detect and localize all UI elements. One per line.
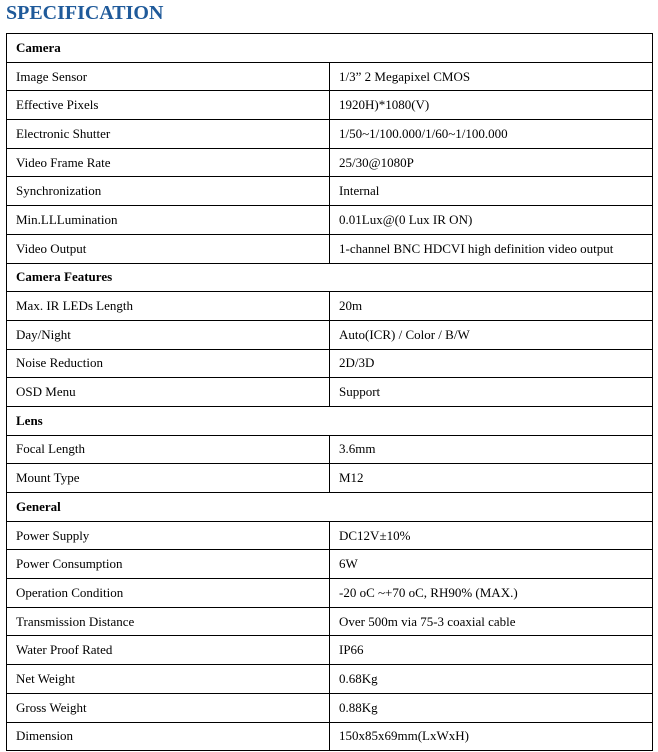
spec-value: Internal [330, 177, 653, 206]
section-header-row [7, 406, 653, 435]
spec-value: Over 500m via 75-3 coaxial cable [330, 607, 653, 636]
spec-row [7, 665, 653, 694]
section-header-row [7, 34, 653, 63]
spec-label: Operation Condition [7, 579, 330, 608]
spec-label: Image Sensor [7, 62, 330, 91]
spec-row [7, 464, 653, 493]
spec-label: Synchronization [7, 177, 330, 206]
spec-value: 20m [330, 292, 653, 321]
spec-label: Mount Type [7, 464, 330, 493]
section-heading: General [7, 493, 653, 522]
spec-row [7, 349, 653, 378]
spec-value: 150x85x69mm(LxWxH) [330, 722, 653, 751]
specification-table-body [7, 34, 653, 751]
section-header-row [7, 493, 653, 522]
spec-value: 0.68Kg [330, 665, 653, 694]
spec-value: 1/3” 2 Megapixel CMOS [330, 62, 653, 91]
spec-row [7, 435, 653, 464]
section-header-row [7, 263, 653, 292]
spec-label: Power Supply [7, 521, 330, 550]
section-heading: Camera Features [7, 263, 653, 292]
spec-row [7, 636, 653, 665]
spec-label: Transmission Distance [7, 607, 330, 636]
spec-value: 3.6mm [330, 435, 653, 464]
section-heading: Camera [7, 34, 653, 63]
spec-value: 6W [330, 550, 653, 579]
spec-label: Effective Pixels [7, 91, 330, 120]
spec-row [7, 579, 653, 608]
spec-row [7, 521, 653, 550]
spec-value: IP66 [330, 636, 653, 665]
spec-value: 2D/3D [330, 349, 653, 378]
spec-value: 1/50~1/100.000/1/60~1/100.000 [330, 120, 653, 149]
spec-label: Max. IR LEDs Length [7, 292, 330, 321]
spec-value: 0.88Kg [330, 693, 653, 722]
spec-label: Focal Length [7, 435, 330, 464]
spec-row [7, 378, 653, 407]
spec-label: Noise Reduction [7, 349, 330, 378]
spec-label: Gross Weight [7, 693, 330, 722]
spec-label: Electronic Shutter [7, 120, 330, 149]
spec-row [7, 320, 653, 349]
spec-value: 0.01Lux@(0 Lux IR ON) [330, 206, 653, 235]
spec-row [7, 607, 653, 636]
spec-label: Min.LLLumination [7, 206, 330, 235]
page-title: SPECIFICATION [6, 2, 164, 24]
spec-value: Support [330, 378, 653, 407]
spec-label: OSD Menu [7, 378, 330, 407]
spec-row [7, 550, 653, 579]
spec-row [7, 91, 653, 120]
spec-value: DC12V±10% [330, 521, 653, 550]
spec-value: -20 oC ~+70 oC, RH90% (MAX.) [330, 579, 653, 608]
specification-table [6, 33, 653, 751]
spec-label: Video Output [7, 234, 330, 263]
spec-row [7, 177, 653, 206]
spec-value: Auto(ICR) / Color / B/W [330, 320, 653, 349]
spec-row [7, 292, 653, 321]
spec-row [7, 693, 653, 722]
spec-label: Day/Night [7, 320, 330, 349]
spec-value: M12 [330, 464, 653, 493]
spec-label: Video Frame Rate [7, 148, 330, 177]
spec-label: Power Consumption [7, 550, 330, 579]
spec-value: 1-channel BNC HDCVI high definition video output [330, 234, 653, 263]
spec-row [7, 148, 653, 177]
spec-value: 1920H)*1080(V) [330, 91, 653, 120]
spec-row [7, 722, 653, 751]
spec-row [7, 206, 653, 235]
spec-value: 25/30@1080P [330, 148, 653, 177]
spec-row [7, 62, 653, 91]
spec-row [7, 234, 653, 263]
section-heading: Lens [7, 406, 653, 435]
spec-row [7, 120, 653, 149]
spec-label: Water Proof Rated [7, 636, 330, 665]
spec-label: Dimension [7, 722, 330, 751]
spec-label: Net Weight [7, 665, 330, 694]
